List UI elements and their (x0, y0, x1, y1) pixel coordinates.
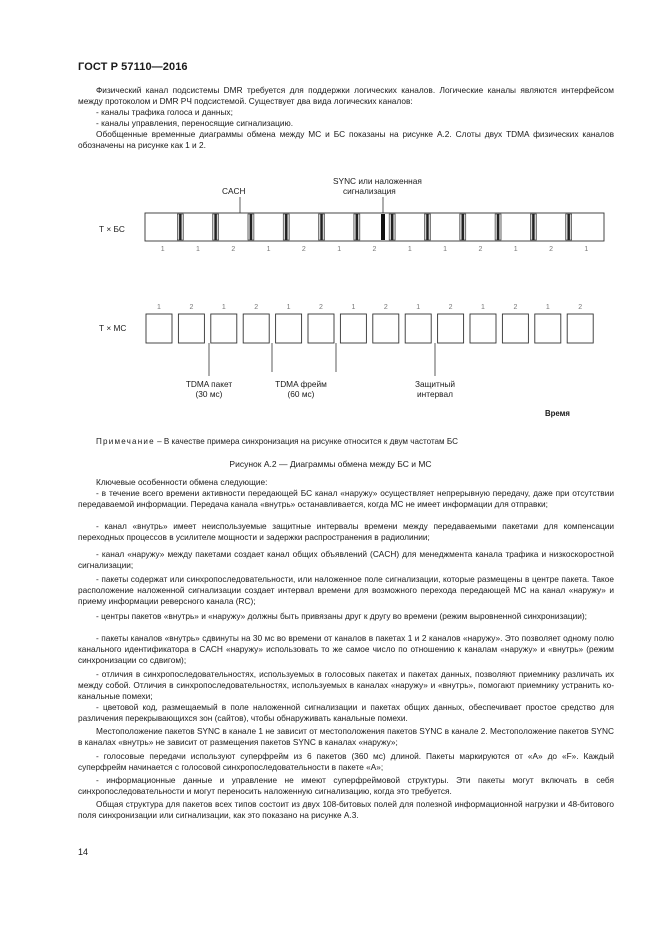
time-axis-label: Время (545, 409, 570, 418)
bs-slot-number: 2 (478, 246, 483, 253)
ms-slot-number: 1 (221, 304, 226, 311)
bs-slot-number: 1 (443, 246, 448, 253)
body-paragraph-8: - отличия в синхропоследовательностях, используемых в голосовых пакетах и пакетах данных, позволяют приемнику различать их между собой. Отличия в синхропоследовательностях, используемых в каналах «наружу» и «внутрь», помогают приемнику устранить ко-канальные помехи; (78, 669, 614, 701)
body-paragraph-9: - цветовой код, размещаемый в поле наложенной сигнализации и пакетах общих данных, обеспечивает простое средство для различения перекрывающихся зон (сайтов), чтобы обнаруживать канальные помехи. (78, 702, 614, 723)
figure-caption: Рисунок А.2 — Диаграммы обмена между БС и МС (229, 459, 432, 469)
cach-separator-core (285, 214, 287, 240)
ms-packet-box (502, 314, 528, 343)
ms-slot-number: 2 (383, 304, 388, 311)
cach-separator-core (462, 214, 464, 240)
intro-paragraph-2: Обобщенные временные диаграммы обмена между МС и БС показаны на рисунке А.2. Слоты двух TDMA физических каналов обозначены на рисунке как 1 и 2. (78, 129, 614, 150)
body-paragraph-6: - центры пакетов «внутрь» и «наружу» должны быть привязаны друг к другу во времени (режим выровненной синхронизации); (96, 611, 587, 621)
bs-row-label: Т × БС (99, 224, 125, 234)
tdma-frame-label-line-2: (60 мс) (287, 389, 315, 399)
intro-paragraph-1: Физический канал подсистемы DMR требуется для поддержки логических каналов. Логические каналы являются интерфейсом между протоколом и DMR РЧ подсистемой. Существует два вида логических каналов: (78, 85, 614, 106)
body-paragraph-1: Ключевые особенности обмена следующие: (96, 477, 268, 487)
bs-slot-number: 2 (301, 246, 306, 253)
body-paragraph-11: - голосовые передачи используют суперфрейм из 6 пакетов (360 мс) длиной. Пакеты маркируются от «А» до «F». Каждый суперфрейм начинается с голосовой синхропоследовательности в пакете «А»; (78, 751, 614, 772)
cach-separator-core (391, 214, 393, 240)
bs-slot-number: 1 (266, 246, 271, 253)
ms-slot-number: 1 (416, 304, 421, 311)
ms-slot-number: 1 (157, 304, 161, 311)
cach-separator-core (532, 214, 534, 240)
bs-slot-number: 1 (584, 246, 589, 253)
ms-slot-number: 1 (545, 304, 550, 311)
ms-slot-number: 2 (513, 304, 518, 311)
cach-separator-core (250, 214, 252, 240)
note-prefix: Примечание (96, 437, 155, 446)
intro-list-item-1: - каналы трафика голоса и данных; (96, 107, 233, 117)
body-paragraph-12: - информационные данные и управление не имеют суперфреймовой структуры. Эти пакеты могут включать в себя синхропоследовательности и могут переносить наложенную сигнализацию, когда это требуется. (78, 775, 614, 796)
ms-row-label: Т × МС (99, 323, 127, 333)
body-paragraph-2: - в течение всего времени активности передающей БС канал «наружу» осуществляет непрерывную передачу, даже при отсутствии передаваемой информации. Передача канала «внутрь» останавливается, когда МС не имеет информации для отправки; (78, 488, 614, 509)
note-text: – В качестве примера синхронизация на рисунке относится к двум частотам БС (154, 437, 458, 446)
bs-slot-number: 1 (407, 246, 412, 253)
ms-slot-number: 2 (319, 304, 323, 311)
tdma-frame-label-line-1: TDMA фрейм (275, 379, 327, 389)
guard-interval-label-line-2: интервал (417, 389, 453, 399)
bs-slot-number: 1 (513, 246, 518, 253)
ms-packet-box (438, 314, 464, 343)
cach-separator-core (214, 214, 216, 240)
body-paragraph-5: - пакеты содержат или синхропоследовательности, или наложенное поле сигнализации, которые размещены в центре пакета. Такое расположение наложенной сигнализации создает интервал времени для возможного перехода передающей МС на канал «наружу» и приему информации реверсного канала (RC); (78, 574, 614, 606)
ms-packet-box (178, 314, 204, 343)
bs-slot-number: 1 (160, 246, 165, 253)
ms-packet-box (211, 314, 237, 343)
cach-separator-core (320, 214, 322, 240)
cach-separator-core (179, 214, 181, 240)
ms-slot-number: 2 (254, 304, 259, 311)
body-paragraph-4: - канал «наружу» между пакетами создает канал общих объявлений (CACH) для менеджмента канала трафика и низкоскоростной сигнализации; (78, 549, 614, 570)
ms-packet-box (146, 314, 172, 343)
ms-slot-number: 1 (286, 304, 291, 311)
bs-slot-number: 2 (549, 246, 553, 253)
tdma-packet-label-line-2: (30 мс) (195, 389, 223, 399)
ms-slot-number: 2 (578, 304, 583, 311)
ms-packet-box (308, 314, 334, 343)
cach-separator-core (567, 214, 569, 240)
cach-separator-core (426, 214, 428, 240)
cach-separator-core (356, 214, 358, 240)
ms-packet-box (276, 314, 302, 343)
ms-packet-box (243, 314, 269, 343)
body-paragraph-3: - канал «внутрь» имеет неиспользуемые защитные интервалы времени между передаваемыми пакетами для компенсации переходных процессов в усилителе мощности и задержки распространения в радиолинии; (78, 521, 614, 542)
cach-label: CACH (222, 186, 246, 196)
ms-packet-box (470, 314, 496, 343)
ms-slot-number: 2 (189, 304, 194, 311)
cach-separator-core (497, 214, 499, 240)
page-number: 14 (78, 847, 89, 857)
tdma-packet-label-line-1: TDMA пакет (185, 379, 233, 389)
figure-note (96, 437, 458, 446)
ms-packet-box (567, 314, 593, 343)
bs-slot-number: 1 (196, 246, 200, 253)
bs-slot-number: 2 (231, 246, 236, 253)
ms-packet-box (373, 314, 399, 343)
bs-slot-number: 2 (372, 246, 377, 253)
ms-packet-box (535, 314, 561, 343)
body-paragraph-7: - пакеты каналов «внутрь» сдвинуты на 30 мс во времени от каналов в пакетах 1 и 2 каналов «наружу». Это позволяет одному полю канального идентификатора в CACH «наружу» использовать то же самое число по отношению к каналам «наружу» и «внутрь» (режим синхронизации со сдвигом); (78, 633, 614, 665)
guard-interval-label-line-1: Защитный (414, 379, 456, 389)
sync-marker (381, 214, 385, 240)
ms-packet-box (340, 314, 366, 343)
body-paragraph-13: Общая структура для пакетов всех типов состоит из двух 108-битовых полей для полезной информационной нагрузки и 48-битового поля синхронизации или сигнализации, как это показано на рисунке А.3. (78, 799, 614, 820)
bs-slot-number: 1 (337, 246, 342, 253)
ms-slot-number: 1 (351, 304, 356, 311)
document-header: ГОСТ Р 57110—2016 (78, 61, 188, 73)
intro-list-item-2: - каналы управления, переносящие сигнализацию. (96, 118, 294, 128)
sync-label-line-1: SYNC или наложенная (333, 176, 422, 186)
ms-packet-box (405, 314, 431, 343)
body-paragraph-10: Местоположение пакетов SYNC в канале 1 не зависит от местоположения пакетов SYNC в канале 2. Местоположение пакетов SYNC в каналах «внутрь» не зависит от размещения пакетов SYNC в каналах «наружу»; (78, 726, 614, 747)
ms-slot-number: 2 (448, 304, 453, 311)
ms-slot-number: 1 (481, 304, 485, 311)
sync-label-line-2: сигнализация (343, 186, 396, 196)
